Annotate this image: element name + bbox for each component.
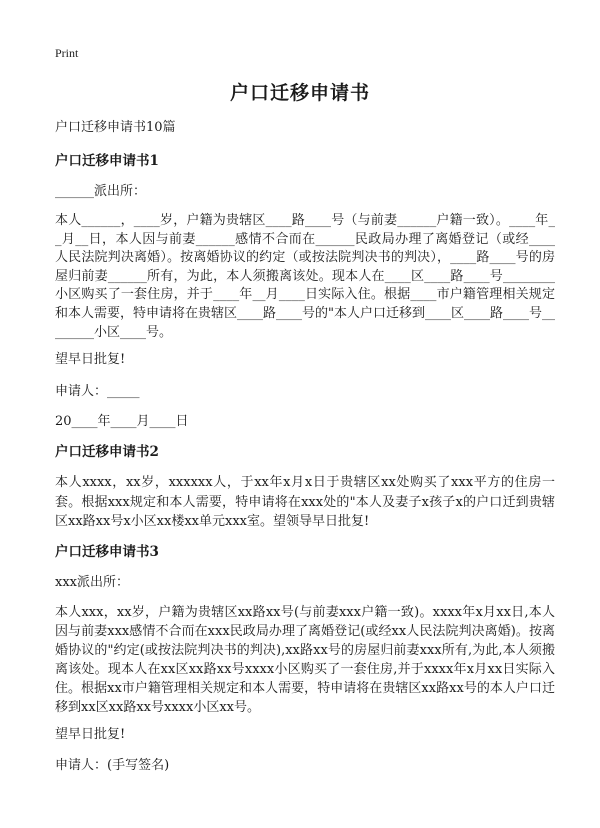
section-2-heading: 户口迁移申请书2 xyxy=(55,444,159,460)
section-3-closing: 望早日批复! xyxy=(55,727,126,742)
section-3-salutation: xxx派出所： xyxy=(55,575,129,590)
print-link[interactable]: Print xyxy=(55,46,79,60)
section-1-applicant: 申请人：_____ xyxy=(55,384,140,399)
section-2-body: 本人xxxx，xx岁，xxxxxx人，于xx年x月x日于贵辖区xx处购买了xxx平方的住房一套。根据xxx规定和本人需要，特申请将在xxx处的"本人及妻子x孩子x的户口迁到贵辖区xx路xx号x小区xx楼xx单元xxx室。望领导早日批复! xyxy=(55,475,555,529)
section-3-heading: 户口迁移申请书3 xyxy=(55,544,159,560)
section-1-salutation: ______派出所： xyxy=(55,184,147,199)
document-title: 户口迁移申请书 xyxy=(229,82,370,104)
section-3-applicant: 申请人：(手写签名) xyxy=(55,758,170,773)
section-1-closing: 望早日批复! xyxy=(55,352,126,367)
section-1-heading: 户口迁移申请书1 xyxy=(55,153,159,169)
section-1-body: 本人______，____岁，户籍为贵辖区____路____号（与前妻______户籍一致）。____年__月__日，本人因与前妻______感情不合而在______民政局办理了离婚登记（或经____人民法院判决离婚）。按离婚协议的约定（或按法院判决书的判决），____路____号的房屋归前妻______所有，为此，本人须搬离该处。现本人在____区____路____号________小区购买了一套住房，并于____年__月____日实际入住。根据____市户籍管理相关规定和本人需要，特申请将在贵辖区____路____号的"本人户口迁移到____区____路____号________小区____号。 xyxy=(55,213,555,340)
section-1-date: 20____年____月____日 xyxy=(55,414,189,429)
document-subtitle: 户口迁移申请书10篇 xyxy=(55,120,176,135)
section-3-body: 本人xxx，xx岁，户籍为贵辖区xx路xx号(与前妻xxx户籍一致)。xxxx年x月xx日,本人因与前妻xxx感情不合而在xxx民政局办理了离婚登记(或经xx人民法院判决离婚)。按离婚协议的"约定(或按法院判决书的判决),xx路xx号的房屋归前妻xxx所有,为此,本人须搬离该处。现本人在xx区xx路xx号xxxx小区购买了一套住房,并于xxxx年x月xx日实际入住。根据xx市户籍管理相关规定和本人需要，特申请将在贵辖区xx路xx号的本人户口迁移到xx区xx路xx号xxxx小区xx号。 xyxy=(55,605,555,715)
